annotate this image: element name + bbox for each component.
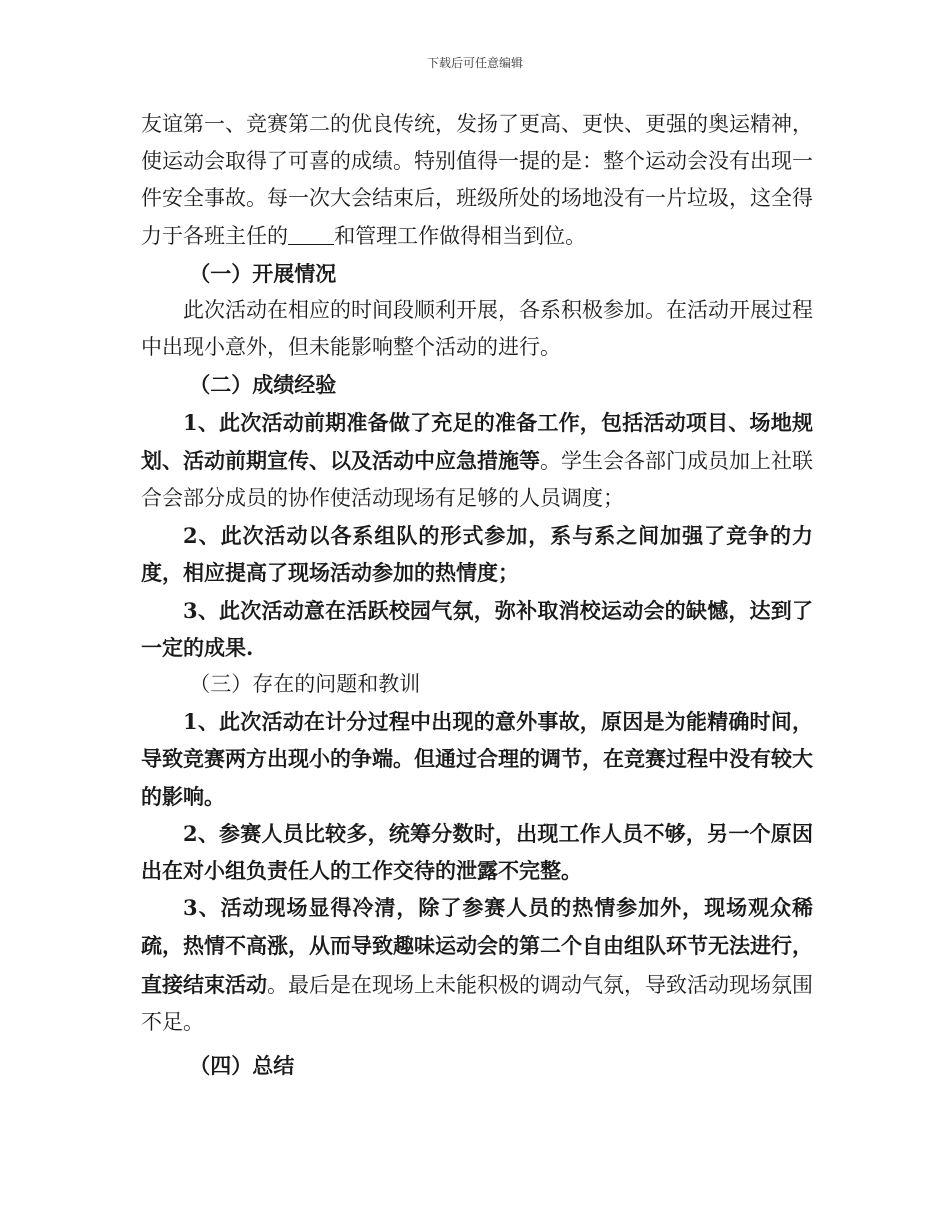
intro-paragraph: [141, 106, 813, 255]
section3-item-2: 2、参赛人员比较多，统筹分数时，出现工作人员不够，另一个原因出在对小组负责任人的工作交待的泄露不完整。: [141, 820, 813, 884]
section-heading-2: （二）成绩经验: [189, 372, 337, 398]
section2-item-1: [141, 404, 813, 518]
section3-item-3: [141, 889, 813, 1041]
fill-in-blank: [288, 223, 334, 245]
section-heading-1: （一）开展情况: [189, 260, 337, 286]
section3-item-1: 1、此次活动在计分过程中出现的意外事故，原因是为能精确时间，导致竞赛两方出现小的争端。但通过合理的调节，在竞赛过程中没有较大的影响。: [141, 709, 813, 809]
intro-text-before-blank: 友谊第一、竞赛第二的优良传统，发扬了更高、更快、更强的奥运精神，使运动会取得了可喜的成绩。特别值得一提的是：整个运动会没有出现一件安全事故。每一次大会结束后，班级所处的场地没有一片垃圾，这全得力于各班主任的: [141, 112, 813, 248]
page-header: 下载后可任意编辑: [426, 56, 523, 70]
intro-text-after-blank: 和管理工作做得相当到位。: [334, 223, 587, 248]
section-heading-4: （四）总结: [189, 1053, 295, 1079]
section-heading-3: （三）存在的问题和教训: [189, 672, 421, 697]
document-body: [141, 106, 813, 1084]
section2-item-1-bold: 1、此次活动前期准备做了充足的准备工作，包括活动项目、场地规划、活动前期宣传、以及活动中应急措施等: [141, 409, 813, 473]
section2-item-3: 3、此次活动意在活跃校园气氛，弥补取消校运动会的缺憾，达到了一定的成果.: [141, 597, 813, 660]
section2-item-2: 2、此次活动以各系组队的形式参加，系与系之间加强了竞争的力度，相应提高了现场活动参加的热情度；: [141, 523, 813, 586]
section2-item-1-normal: 。学生会各部门成员加上社联合会部分成员的协作使活动现场有足够的人员调度；: [141, 448, 813, 511]
section3-item-3-normal: 。最后是在现场上未能积极的调动气氛，导致活动现场氛围不足。: [141, 972, 813, 1034]
section1-paragraph: 此次活动在相应的时间段顺利开展，各系积极参加。在活动开展过程中出现小意外，但未能影响整个活动的进行。: [141, 298, 813, 360]
section3-item-3-bold: 3、活动现场显得冷清，除了参赛人员的热情参加外，现场观众稀疏，热情不高涨，从而导致趣味运动会的第二个自由组队环节无法进行，直接结束活动: [141, 895, 813, 997]
